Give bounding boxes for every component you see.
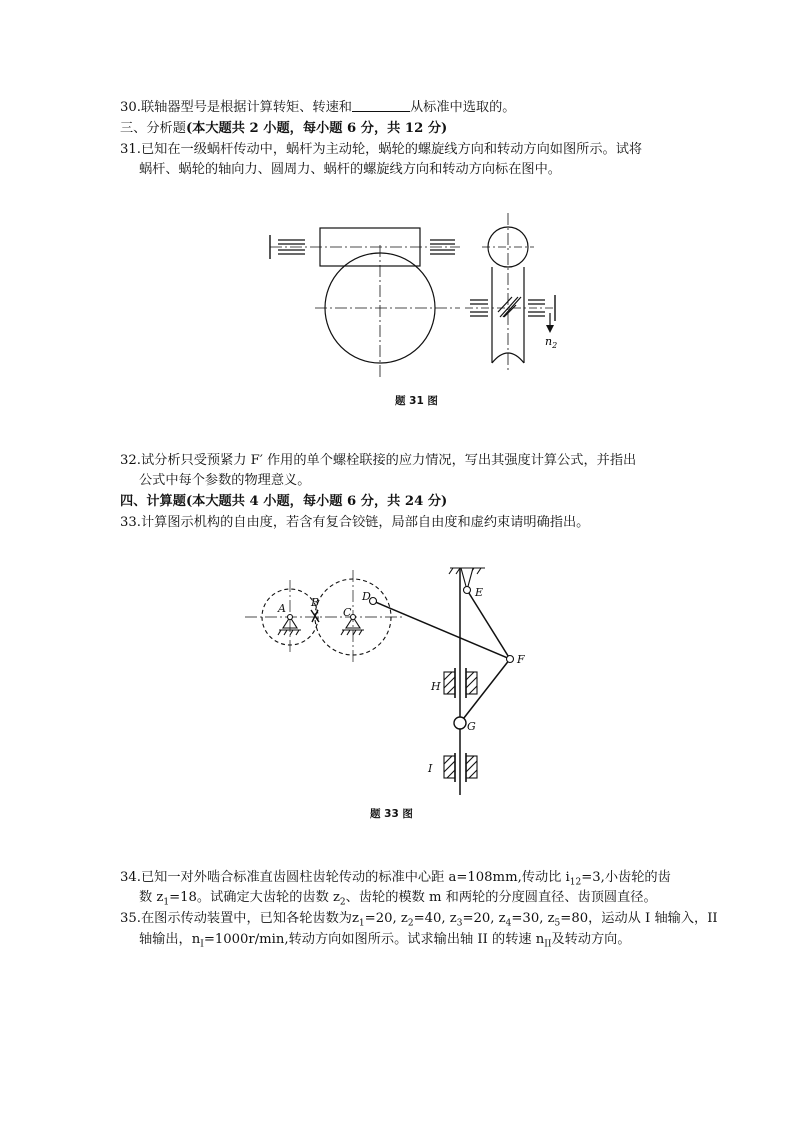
answer-blank: [352, 98, 410, 112]
roller-g: [454, 717, 466, 729]
q30-text-after: 从标准中选取的。: [409, 100, 516, 115]
q35-text-2b: =1000r/min,转动方向如图所示。试求输出轴 II 的转速 n: [203, 932, 545, 947]
section-3-header: [120, 119, 447, 139]
q35-sub-3: 3: [456, 918, 463, 929]
label-f: F: [517, 653, 525, 666]
q35-sub-5: 5: [554, 918, 561, 929]
label-a: A: [278, 602, 286, 615]
q34-sub-12: 12: [569, 877, 582, 888]
q34-text-2c: 、齿轮的模数 m 和两轮的分度圆直径、齿顶圆直径。: [345, 890, 657, 905]
section-4-detail: (本大题共 4 小题，每小题 6 分，共 24 分): [185, 494, 448, 509]
question-32-line-1: 32.试分析只受预紧力 F′ 作用的单个螺栓联接的应力情况，写出其强度计算公式，并指出: [120, 453, 637, 468]
label-g: G: [467, 720, 476, 733]
label-c: C: [343, 606, 352, 619]
q35-sub-n2: II: [544, 939, 552, 950]
q35-text-c: =40, z: [413, 911, 457, 926]
q35-sub-2: 2: [407, 918, 414, 929]
label-e: E: [475, 586, 484, 599]
q35-text-d: =20, z: [462, 911, 506, 926]
label-h: H: [431, 680, 441, 693]
figure-31-caption: 题 31 图: [395, 395, 438, 407]
q34-sub-1: 1: [163, 897, 170, 908]
q35-sub-1: 1: [358, 918, 365, 929]
figure-33-mechanism: [245, 560, 545, 800]
q34-text-1b: =3,小齿轮的齿: [581, 870, 671, 885]
section-4-title: 四、计算题: [120, 494, 186, 509]
label-i: I: [428, 762, 433, 775]
figure-33-caption: 题 33 图: [370, 808, 413, 820]
section-3-detail: (本大题共 2 小题，每小题 6 分，共 12 分): [185, 121, 448, 136]
q34-text-2b: =18。试确定大齿轮的齿数 z: [169, 890, 340, 905]
label-n2: $n_2$: [545, 335, 558, 350]
question-33-line-1: 33.计算图示机构的自由度，若含有复合铰链，局部自由度和虚约束请明确指出。: [120, 515, 590, 530]
figure-31-worm-drive: [260, 205, 580, 380]
section-4-header: [120, 492, 447, 512]
q30-text-before: 30.联轴器型号是根据计算转矩、转速和: [120, 100, 352, 115]
q35-text-b: =20, z: [364, 911, 408, 926]
question-30: [120, 98, 515, 118]
q35-text-2a: 轴输出，n: [139, 932, 201, 947]
label-d: D: [362, 590, 371, 603]
q35-text-f: =80，运动从 I 轴输入，II: [560, 911, 718, 926]
q35-sub-n1: I: [200, 939, 204, 950]
question-31-line-1: 31.已知在一级蜗杆传动中，蜗杆为主动轮，蜗轮的螺旋线方向和转动方向如图所示。试将: [120, 142, 643, 157]
q34-text-2a: 数 z: [139, 890, 164, 905]
q35-sub-4: 4: [505, 918, 512, 929]
q35-text-a: 35.在图示传动装置中，已知各轮齿数为z: [120, 911, 359, 926]
question-35-line-2: [139, 930, 631, 955]
section-3-title: 三、分析题: [120, 121, 186, 136]
q35-text-e: =30, z: [511, 911, 555, 926]
question-31-line-2: 蜗杆、蜗轮的轴向力、圆周力、蜗杆的螺旋线方向和转动方向标在图中。: [139, 162, 561, 177]
q35-text-2c: 及转动方向。: [551, 932, 631, 947]
question-32-line-2: 公式中每个参数的物理意义。: [139, 473, 311, 488]
label-b: B: [311, 596, 320, 609]
q34-sub-2: 2: [339, 897, 346, 908]
q34-text-1a: 34.已知一对外啮合标准直齿圆柱齿轮传动的标准中心距 a=108mm,传动比 i: [120, 870, 570, 885]
